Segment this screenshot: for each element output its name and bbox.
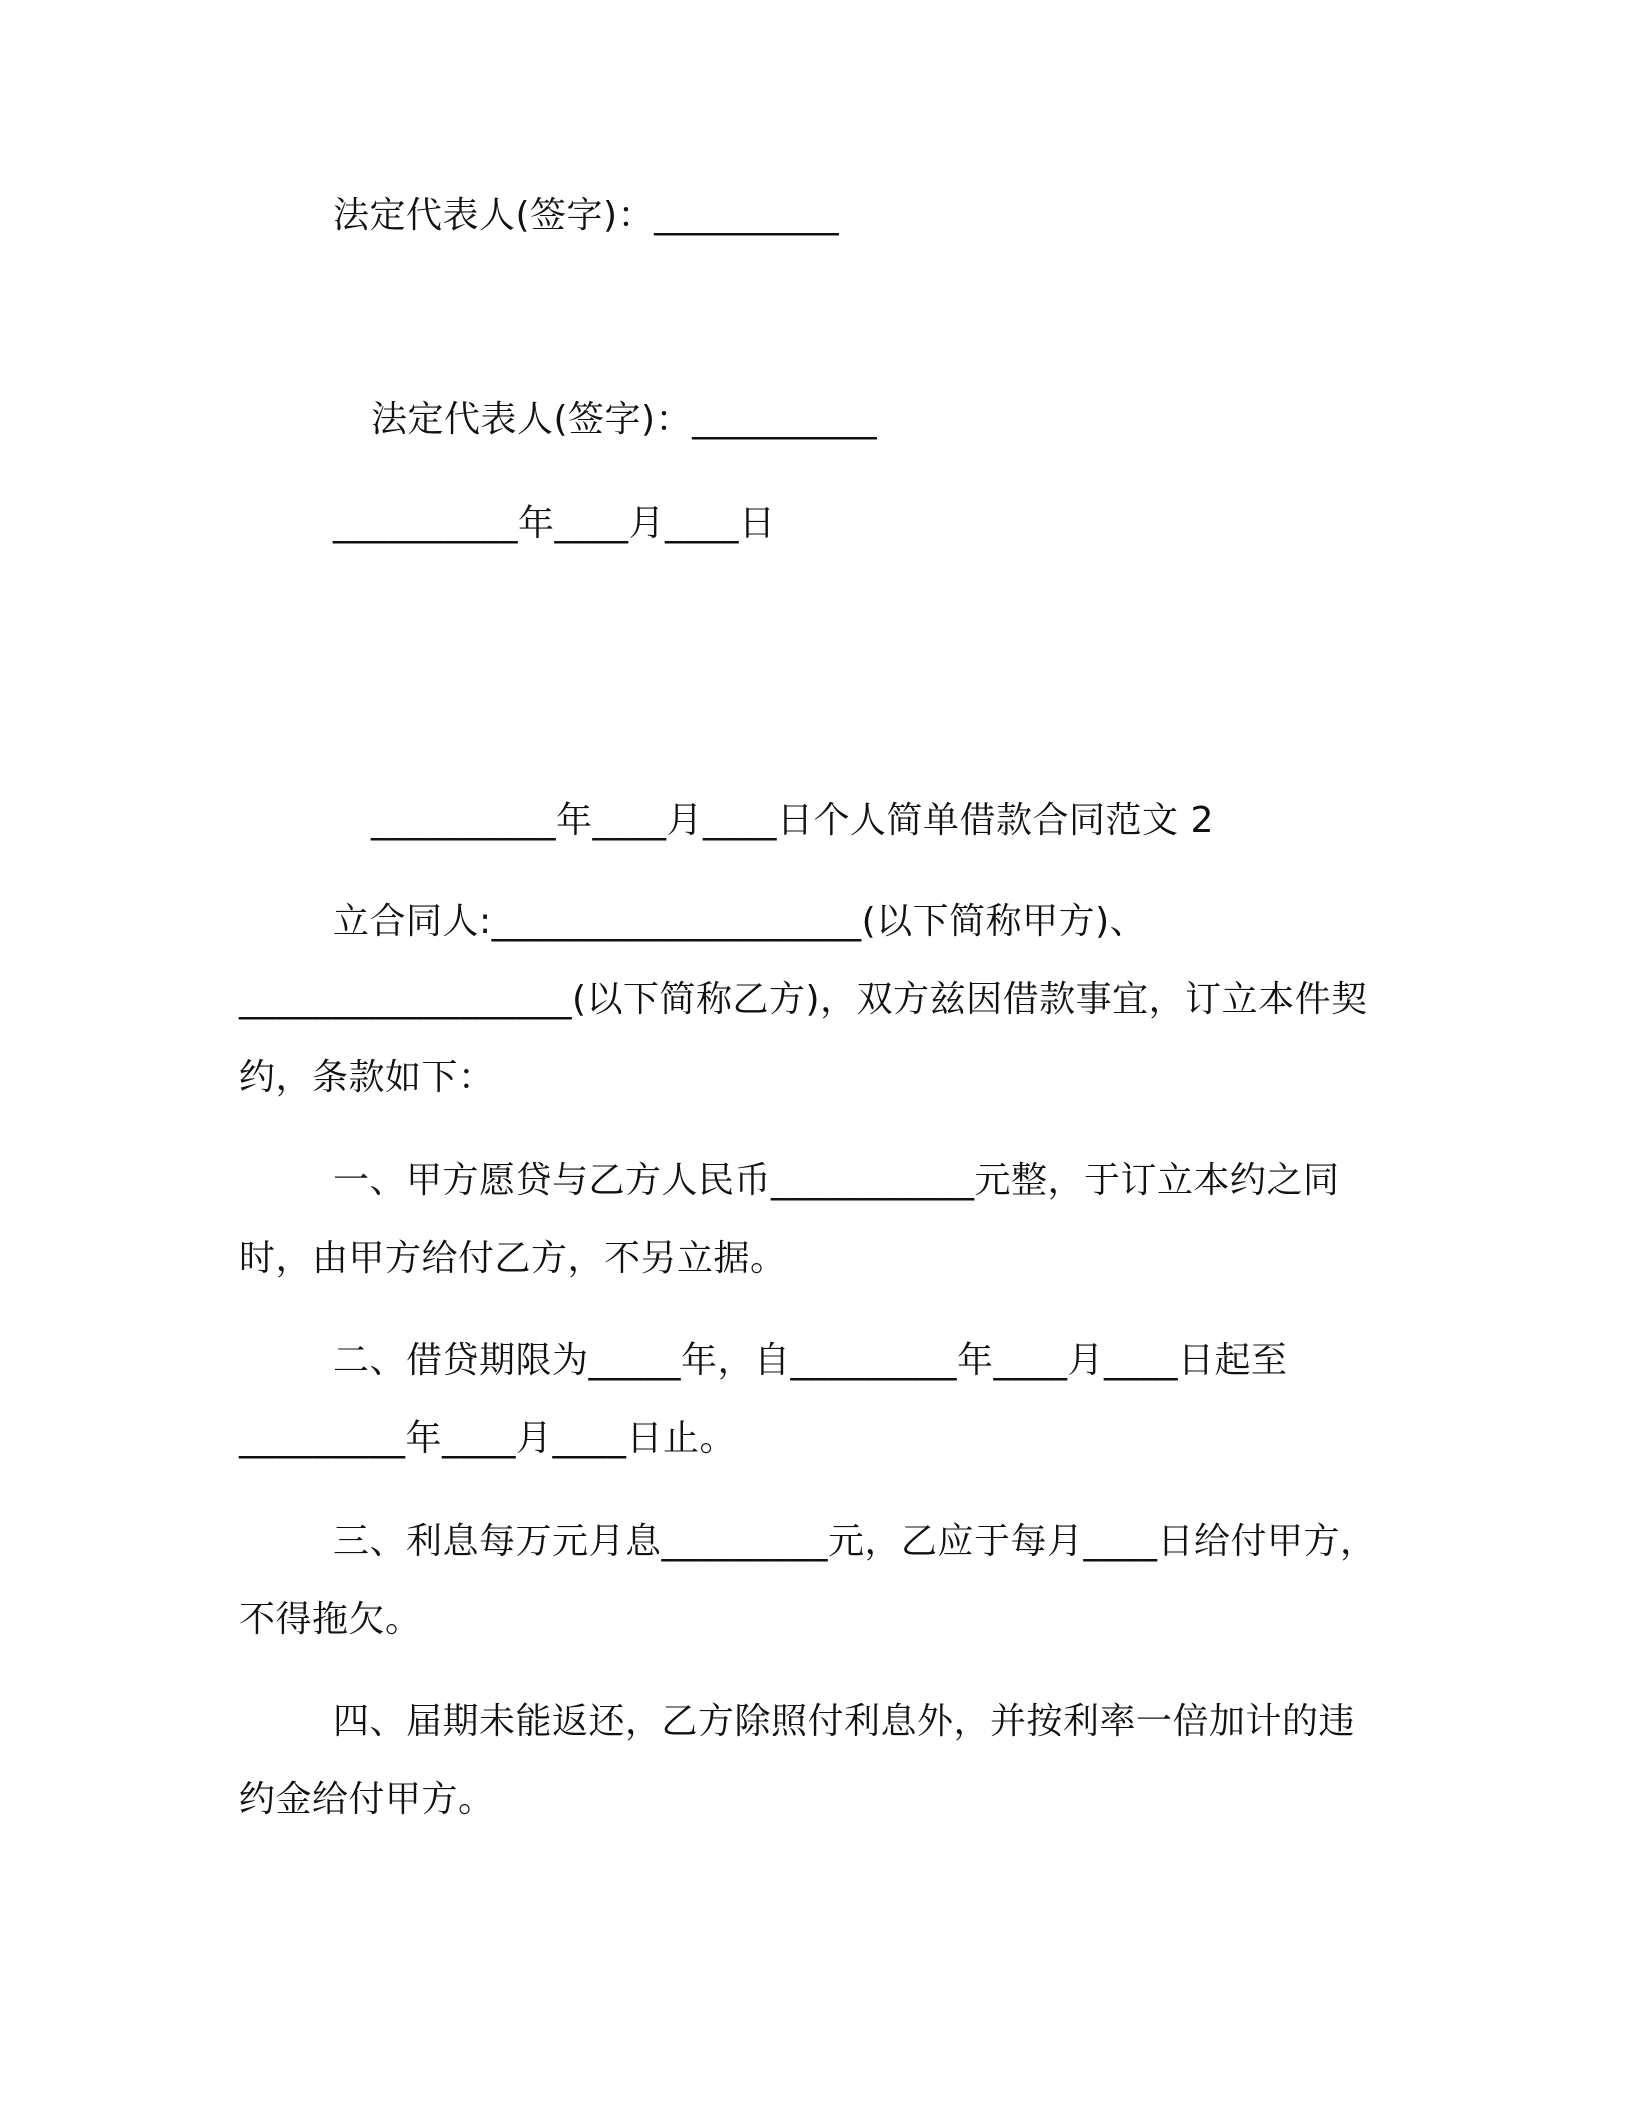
clause-2-line-2: _________年____月____日止。 [239, 1418, 737, 1459]
clause-4-line-1: 四、届期未能返还，乙方除照付利息外，并按利率一倍加计的违 [333, 1701, 1356, 1742]
paragraph-intro-3: 约，条款如下： [239, 1057, 495, 1098]
clause-4-line-2: 约金给付甲方。 [239, 1779, 495, 1820]
paragraph-intro-1: 立合同人:____________________(以下简称甲方)、 [333, 901, 1147, 942]
clause-2-line-1: 二、借贷期限为_____年，自_________年____月____日起至 [333, 1340, 1288, 1381]
paragraph-intro-2: __________________(以下简称乙方)，双方兹因借款事宜，订立本件契 [239, 979, 1368, 1020]
date-line: __________年____月____日 [333, 503, 776, 544]
clause-3-line-1: 三、利息每万元月息_________元，乙应于每月____日给付甲方， [333, 1521, 1377, 1562]
clause-1-line-1: 一、甲方愿贷与乙方人民币___________元整，于订立本约之同 [333, 1160, 1340, 1201]
contract-title: __________年____月____日个人简单借款合同范文 2 [371, 800, 1214, 841]
clause-3-line-2: 不得拖欠。 [239, 1599, 422, 1640]
clause-1-line-2: 时，由甲方给付乙方，不另立据。 [239, 1238, 787, 1279]
signature-line-1: 法定代表人(签字)：__________ [333, 195, 840, 236]
signature-line-2: 法定代表人(签字)：__________ [371, 399, 878, 440]
